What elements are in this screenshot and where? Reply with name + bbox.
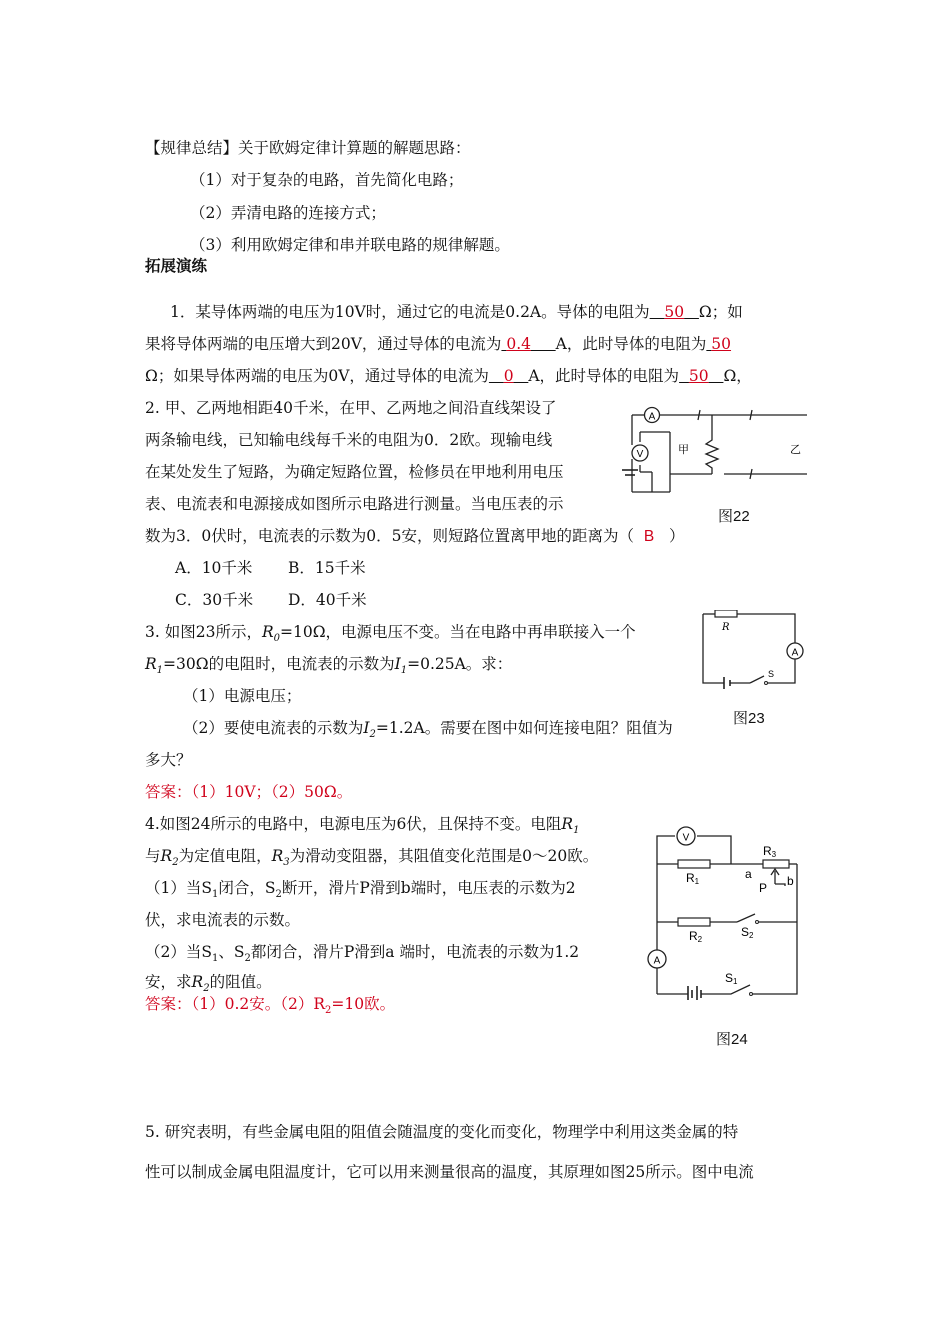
q1-blank-4: 0 bbox=[503, 367, 514, 385]
fig24-ammeter-label: A bbox=[653, 955, 661, 967]
q1-blank-1: 50 bbox=[664, 303, 685, 321]
q4-answer: 答案：（1）0.2安。$(2)R_2=10$欧。 bbox=[145, 995, 396, 1017]
fig24-r3-label: R3 bbox=[763, 844, 777, 859]
q2-line-2: 两条输电线，已知输电线每千米的电阻为0．2欧。现输电线 bbox=[145, 431, 553, 449]
q3-sub-2: （2）要使电流表的示数为$I_2=1.2A$。需要在图中如何连接电阻？阻值为 bbox=[183, 719, 673, 741]
fig22-yi-label: 乙 bbox=[790, 443, 801, 456]
q2-line-5: 数为3．0伏时，电流表的示数为0．5安，则短路位置离甲地的距离为（ B ） bbox=[145, 527, 685, 545]
figure-24-caption: 图24 bbox=[716, 1031, 748, 1048]
q4-line-3: （1）当$S_1$闭合，$S_2$断开，滑片P滑到b端时，电压表的示数为2 bbox=[145, 879, 576, 901]
summary-title: 【规律总结】关于欧姆定律计算题的解题思路： bbox=[145, 139, 471, 157]
q2-option-a: A．10千米 bbox=[175, 559, 253, 577]
fig23-switch-label: S bbox=[768, 669, 775, 679]
q4-line-2: 与$R_2$为定值电阻，$R_3$为滑动变阻器，其阻值变化范围是0～20欧。 bbox=[145, 847, 599, 869]
fig24-s2-label: S2 bbox=[741, 925, 754, 940]
fig22-jia-label: 甲 bbox=[678, 443, 689, 456]
summary-item-1: （1）对于复杂的电路，首先简化电路； bbox=[190, 171, 464, 189]
q1-line-3: Ω；如果导体两端的电压为0V，通过导体的电流为 0 A，此时导体的电阻为 50 Ω， bbox=[145, 367, 752, 385]
q2-option-c: C．30千米 bbox=[175, 591, 254, 609]
q4-line-4: 伏，求电流表的示数。 bbox=[145, 911, 301, 929]
figure-23-circuit bbox=[700, 610, 808, 690]
q2-option-b: B．15千米 bbox=[288, 559, 366, 577]
figure-22-caption: 图22 bbox=[718, 508, 750, 525]
q3-sub-2-cont: 多大？ bbox=[145, 751, 192, 769]
q2-line-1: 2. 甲、乙两地相距40千米，在甲、乙两地之间沿直线架设了 bbox=[145, 399, 557, 417]
fig24-a-label: a bbox=[745, 867, 752, 881]
q3-sub-1: （1）电源电压； bbox=[183, 687, 302, 705]
q2-answer: B bbox=[643, 528, 655, 545]
fig22-ammeter-label: A bbox=[648, 411, 656, 423]
figure-24-circuit bbox=[645, 822, 805, 1000]
q2-option-d: D．40千米 bbox=[288, 591, 367, 609]
fig23-r-label: R bbox=[722, 622, 730, 633]
q5-line-2: 性可以制成金属电阻温度计，它可以用来测量很高的温度，其原理如图25所示。图中电流 bbox=[145, 1163, 754, 1181]
fig23-ammeter-label: A bbox=[791, 647, 799, 659]
fig22-voltmeter-label: V bbox=[636, 449, 644, 460]
q3-answer: 答案：（1）10V；（2）50Ω。 bbox=[145, 783, 353, 801]
q5-line-1: 5. 研究表明，有些金属电阻的阻值会随温度的变化而变化，物理学中利用这类金属的特 bbox=[145, 1123, 739, 1141]
summary-item-3: （3）利用欧姆定律和串并联电路的规律解题。 bbox=[190, 236, 510, 254]
q4-line-5: （2）当$S_1$、$S_2$都闭合，滑片P滑到a 端时，电流表的示数为1.2 bbox=[145, 943, 580, 965]
q4-line-6: 安，求$R_2$的阻值。 bbox=[145, 973, 272, 995]
q4-line-1: 4.如图24所示的电路中，电源电压为6伏，且保持不变。电阻$R_1$ bbox=[145, 815, 580, 837]
fig24-b-label: b bbox=[787, 874, 794, 888]
figure-22-circuit bbox=[612, 400, 812, 500]
q1-line-2: 果将导体两端的电压增大到20V，通过导体的电流为 0.4 A，此时导体的电阻为 50 bbox=[145, 335, 732, 353]
section-title: 拓展演练 bbox=[145, 258, 208, 275]
q3-line-1: 3. 如图23所示，$R_0=10\Omega$，电源电压不变。当在电路中再串联接入一个 bbox=[145, 623, 636, 645]
figure-23-caption: 图23 bbox=[733, 710, 765, 727]
summary-item-2: （2）弄清电路的连接方式； bbox=[190, 204, 386, 222]
fig24-r1-label: R1 bbox=[686, 871, 700, 886]
fig24-voltmeter-label: V bbox=[682, 832, 690, 844]
q1-blank-3: 50 bbox=[711, 335, 732, 353]
fig24-p-label: P bbox=[759, 881, 768, 895]
q1-blank-5: 50 bbox=[688, 367, 709, 385]
q2-line-4: 表、电流表和电源接成如图所示电路进行测量。当电压表的示 bbox=[145, 495, 564, 513]
q1-line-1: 1．某导体两端的电压为10V时，通过它的电流是0.2A。导体的电阻为 50 Ω；如 bbox=[170, 303, 743, 321]
fig24-r2-label: R2 bbox=[689, 929, 703, 944]
q1-blank-2: 0.4 bbox=[506, 335, 532, 353]
q3-line-2: $R_1=30\Omega$的电阻时，电流表的示数为$I_1=0.25A$。求： bbox=[145, 655, 513, 677]
q2-line-3: 在某处发生了短路，为确定短路位置，检修员在甲地利用电压 bbox=[145, 463, 564, 481]
fig24-s1-label: S1 bbox=[725, 971, 738, 986]
